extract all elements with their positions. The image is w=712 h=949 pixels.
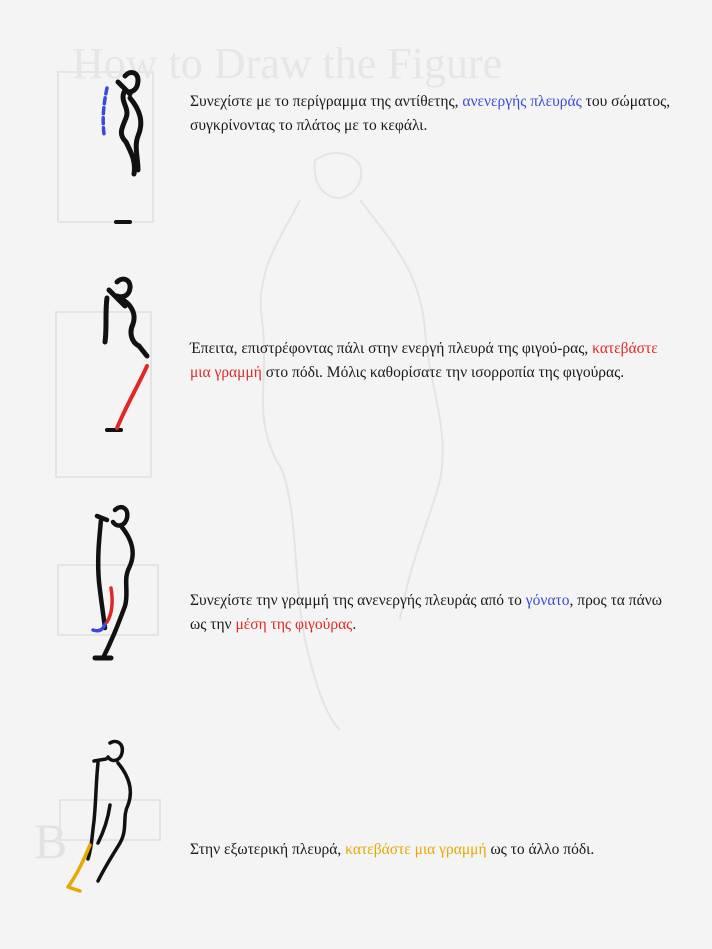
highlight-waist: μέση της φιγούρας xyxy=(235,616,353,633)
highlight-knee: γόνατο xyxy=(525,592,570,609)
caption-text: Έπειτα, επιστρέφοντας πάλι στην ενεργή πλευρά της φιγού-ρας, xyxy=(190,340,593,357)
figure-sketch-step-1 xyxy=(90,62,170,232)
step-2-caption xyxy=(190,337,680,385)
caption-text: Συνεχίστε με το περίγραμμα της αντίθετης, xyxy=(190,93,463,110)
highlight-draw-line: κατεβάστε μια γραμμή xyxy=(190,340,658,381)
caption-text: Στην εξωτερική πλευρά, xyxy=(190,841,346,858)
step-1-caption xyxy=(190,90,680,138)
caption-text: Συνεχίστε την γραμμή της ανενεργής πλευράς από το xyxy=(190,592,526,609)
caption-text: . xyxy=(352,616,357,633)
caption-text: ως το άλλο πόδι. xyxy=(486,841,595,858)
caption-text: στο πόδι. Μόλις καθορίσατε την ισορροπία της φιγούρας. xyxy=(261,364,625,381)
background-letter: B xyxy=(34,813,68,869)
figure-sketch-step-3 xyxy=(85,500,155,668)
figure-sketch-step-2 xyxy=(95,272,165,442)
step-3-caption xyxy=(190,589,680,637)
figure-sketch-step-4 xyxy=(58,735,148,905)
caption-text: , προς τα πάνω ως την xyxy=(190,592,662,633)
caption-text: του σώματος, συγκρίνοντας το πλάτος με το κεφάλι. xyxy=(190,93,671,134)
highlight-inactive-side: ανενεργής πλευράς xyxy=(462,93,582,110)
step-4-caption xyxy=(190,838,680,862)
highlight-draw-line-other-leg: κατεβάστε μια γραμμή xyxy=(345,841,487,858)
background-heading: How to Draw the Figure xyxy=(72,39,503,88)
